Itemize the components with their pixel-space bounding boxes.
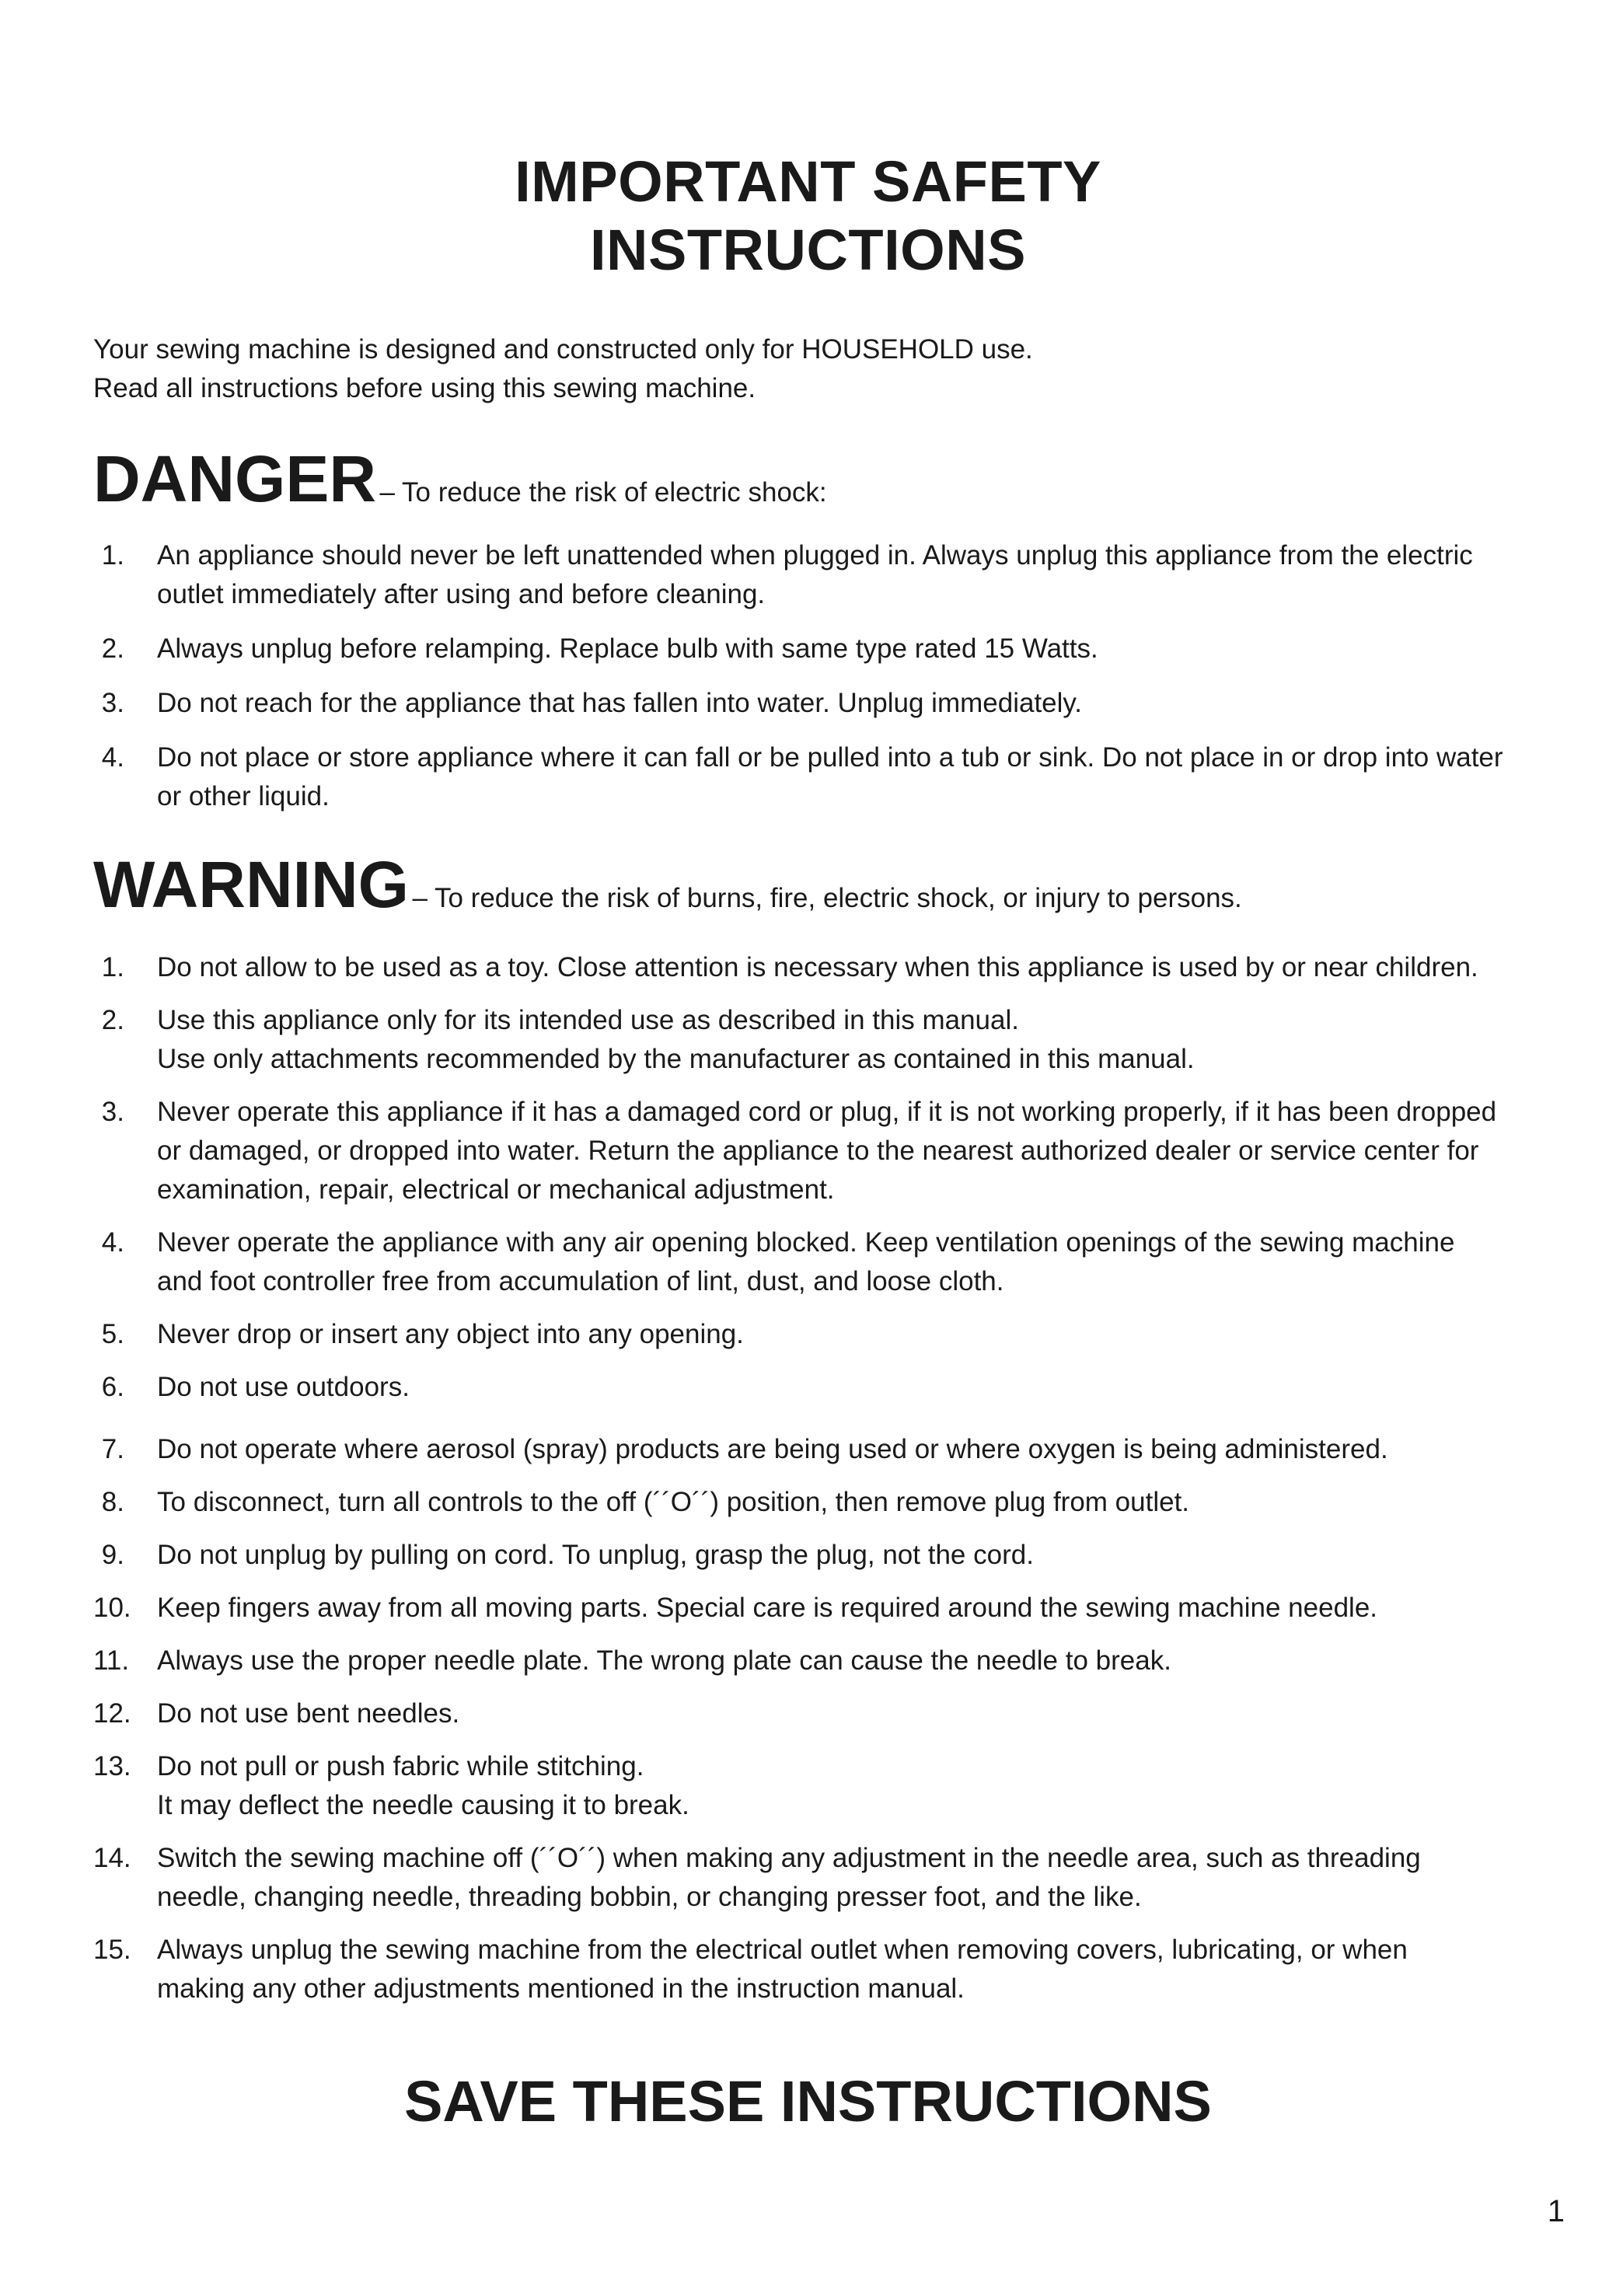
item-text-line: Do not unplug by pulling on cord. To unplug, grasp the plug, not the cord.	[157, 1540, 1034, 1570]
item-text-line: Do not use bent needles.	[157, 1698, 460, 1729]
item-text-line: Never drop or insert any object into any opening.	[157, 1319, 744, 1349]
intro-line-2: Read all instructions before using this sewing machine.	[93, 373, 756, 403]
item-text-line: needle, changing needle, threading bobbin, or changing presser foot, and the like.	[157, 1882, 1142, 1912]
item-text-line: and foot controller free from accumulation of lint, dust, and loose cloth.	[157, 1266, 1004, 1296]
item-number: 9.	[101, 1540, 124, 1570]
item-text-line: Do not use outdoors.	[157, 1372, 410, 1402]
list-item	[93, 1093, 1555, 1209]
item-text	[157, 1694, 1555, 1733]
item-text	[157, 1223, 1555, 1301]
item-text-line: It may deflect the needle causing it to break.	[157, 1790, 689, 1820]
page-title	[0, 148, 1616, 284]
list-item	[93, 536, 1555, 614]
item-number: 15.	[93, 1935, 131, 1965]
page-number: 1	[1547, 2194, 1565, 2228]
item-number: 2.	[101, 633, 124, 664]
item-text	[157, 536, 1555, 614]
list-item	[93, 1839, 1555, 1917]
list-item	[93, 684, 1555, 723]
item-text-line: Do not operate where aerosol (spray) products are being used or where oxygen is being administered.	[157, 1434, 1388, 1464]
danger-label: DANGER	[93, 442, 377, 515]
list-item	[93, 1589, 1555, 1628]
item-text	[157, 1536, 1555, 1575]
item-text-line: Always unplug before relamping. Replace bulb with same type rated 15 Watts.	[157, 633, 1098, 664]
item-number: 12.	[93, 1698, 131, 1729]
page-title-line-2: INSTRUCTIONS	[590, 218, 1026, 282]
item-number: 8.	[101, 1487, 124, 1517]
item-number: 3.	[101, 688, 124, 718]
item-text	[157, 630, 1555, 668]
item-text	[157, 1589, 1555, 1628]
item-text-line: An appliance should never be left unattended when plugged in. Always unplug this appliance from the electric	[157, 540, 1473, 571]
warning-subheading: – To reduce the risk of burns, fire, electric shock, or injury to persons.	[412, 883, 1242, 913]
item-text-line: examination, repair, electrical or mechanical adjustment.	[157, 1174, 835, 1205]
item-number: 3.	[101, 1097, 124, 1127]
list-item	[93, 1694, 1555, 1733]
item-text	[157, 1642, 1555, 1680]
item-text-line: Use only attachments recommended by the manufacturer as contained in this manual.	[157, 1044, 1195, 1074]
item-text-line: Do not reach for the appliance that has fallen into water. Unplug immediately.	[157, 688, 1083, 718]
item-text-line: Always unplug the sewing machine from the electrical outlet when removing covers, lubricating, or when	[157, 1935, 1408, 1965]
danger-heading	[93, 441, 827, 516]
item-text-line: or other liquid.	[157, 781, 330, 811]
list-item	[93, 630, 1555, 668]
item-text	[157, 1368, 1555, 1407]
list-item	[93, 1747, 1555, 1825]
item-text-line: making any other adjustments mentioned in the instruction manual.	[157, 1973, 965, 2004]
warning-list	[93, 948, 1555, 2022]
list-item	[93, 1430, 1555, 1469]
item-number: 13.	[93, 1751, 131, 1781]
intro-line-1: Your sewing machine is designed and constructed only for HOUSEHOLD use.	[93, 334, 1033, 365]
danger-subheading: – To reduce the risk of electric shock:	[379, 477, 827, 508]
item-text-line: Always use the proper needle plate. The wrong plate can cause the needle to break.	[157, 1645, 1171, 1676]
item-number: 4.	[101, 1227, 124, 1258]
item-text-line: or damaged, or dropped into water. Return the appliance to the nearest authorized dealer or service center for	[157, 1136, 1479, 1166]
list-item	[93, 1536, 1555, 1575]
item-text	[157, 1315, 1555, 1354]
item-text-line: outlet immediately after using and before cleaning.	[157, 579, 766, 609]
item-number: 1.	[101, 540, 124, 571]
item-number: 4.	[101, 742, 124, 773]
item-text	[157, 1483, 1555, 1522]
warning-heading	[93, 847, 1242, 922]
item-text	[157, 1747, 1555, 1825]
page-title-line-1: IMPORTANT SAFETY	[515, 149, 1101, 214]
list-item	[93, 738, 1555, 816]
item-text	[157, 1093, 1555, 1209]
list-item	[93, 1931, 1555, 2008]
warning-label: WARNING	[93, 848, 409, 921]
list-item	[93, 1223, 1555, 1301]
item-text-line: Never operate the appliance with any air opening blocked. Keep ventilation openings of the sewing machine	[157, 1227, 1455, 1258]
item-text	[157, 738, 1555, 816]
list-item	[93, 1001, 1555, 1079]
item-text-line: Never operate this appliance if it has a damaged cord or plug, if it is not working properly, if it has been dropped	[157, 1097, 1497, 1127]
item-number: 11.	[93, 1645, 130, 1676]
item-number: 6.	[101, 1372, 124, 1402]
intro-paragraph	[93, 330, 1033, 408]
list-item	[93, 1368, 1555, 1407]
item-text-line: Do not allow to be used as a toy. Close attention is necessary when this appliance is used by or near children.	[157, 952, 1478, 982]
item-text	[157, 948, 1555, 987]
item-text	[157, 1001, 1555, 1079]
item-text-line: Do not pull or push fabric while stitching.	[157, 1751, 644, 1781]
item-text-line: Do not place or store appliance where it can fall or be pulled into a tub or sink. Do not place in or drop into water	[157, 742, 1503, 773]
item-text	[157, 684, 1555, 723]
item-text-line: Use this appliance only for its intended use as described in this manual.	[157, 1005, 1019, 1035]
item-number: 7.	[101, 1434, 124, 1464]
item-text	[157, 1430, 1555, 1469]
item-text-line: Switch the sewing machine off (´´O´´) when making any adjustment in the needle area, such as threading	[157, 1843, 1421, 1873]
item-text-line: Keep fingers away from all moving parts. Special care is required around the sewing machine needle.	[157, 1593, 1378, 1623]
item-number: 2.	[101, 1005, 124, 1035]
item-text	[157, 1931, 1555, 2008]
danger-list	[93, 536, 1555, 832]
list-item	[93, 1483, 1555, 1522]
item-number: 10.	[93, 1593, 131, 1623]
save-instructions-heading: SAVE THESE INSTRUCTIONS	[404, 2069, 1212, 2134]
item-number: 5.	[101, 1319, 124, 1349]
list-item	[93, 1315, 1555, 1354]
item-text-line: To disconnect, turn all controls to the off (´´O´´) position, then remove plug from outlet.	[157, 1487, 1190, 1517]
item-number: 1.	[101, 952, 124, 982]
item-number: 14.	[93, 1843, 131, 1873]
list-item	[93, 948, 1555, 987]
list-item	[93, 1642, 1555, 1680]
item-text	[157, 1839, 1555, 1917]
